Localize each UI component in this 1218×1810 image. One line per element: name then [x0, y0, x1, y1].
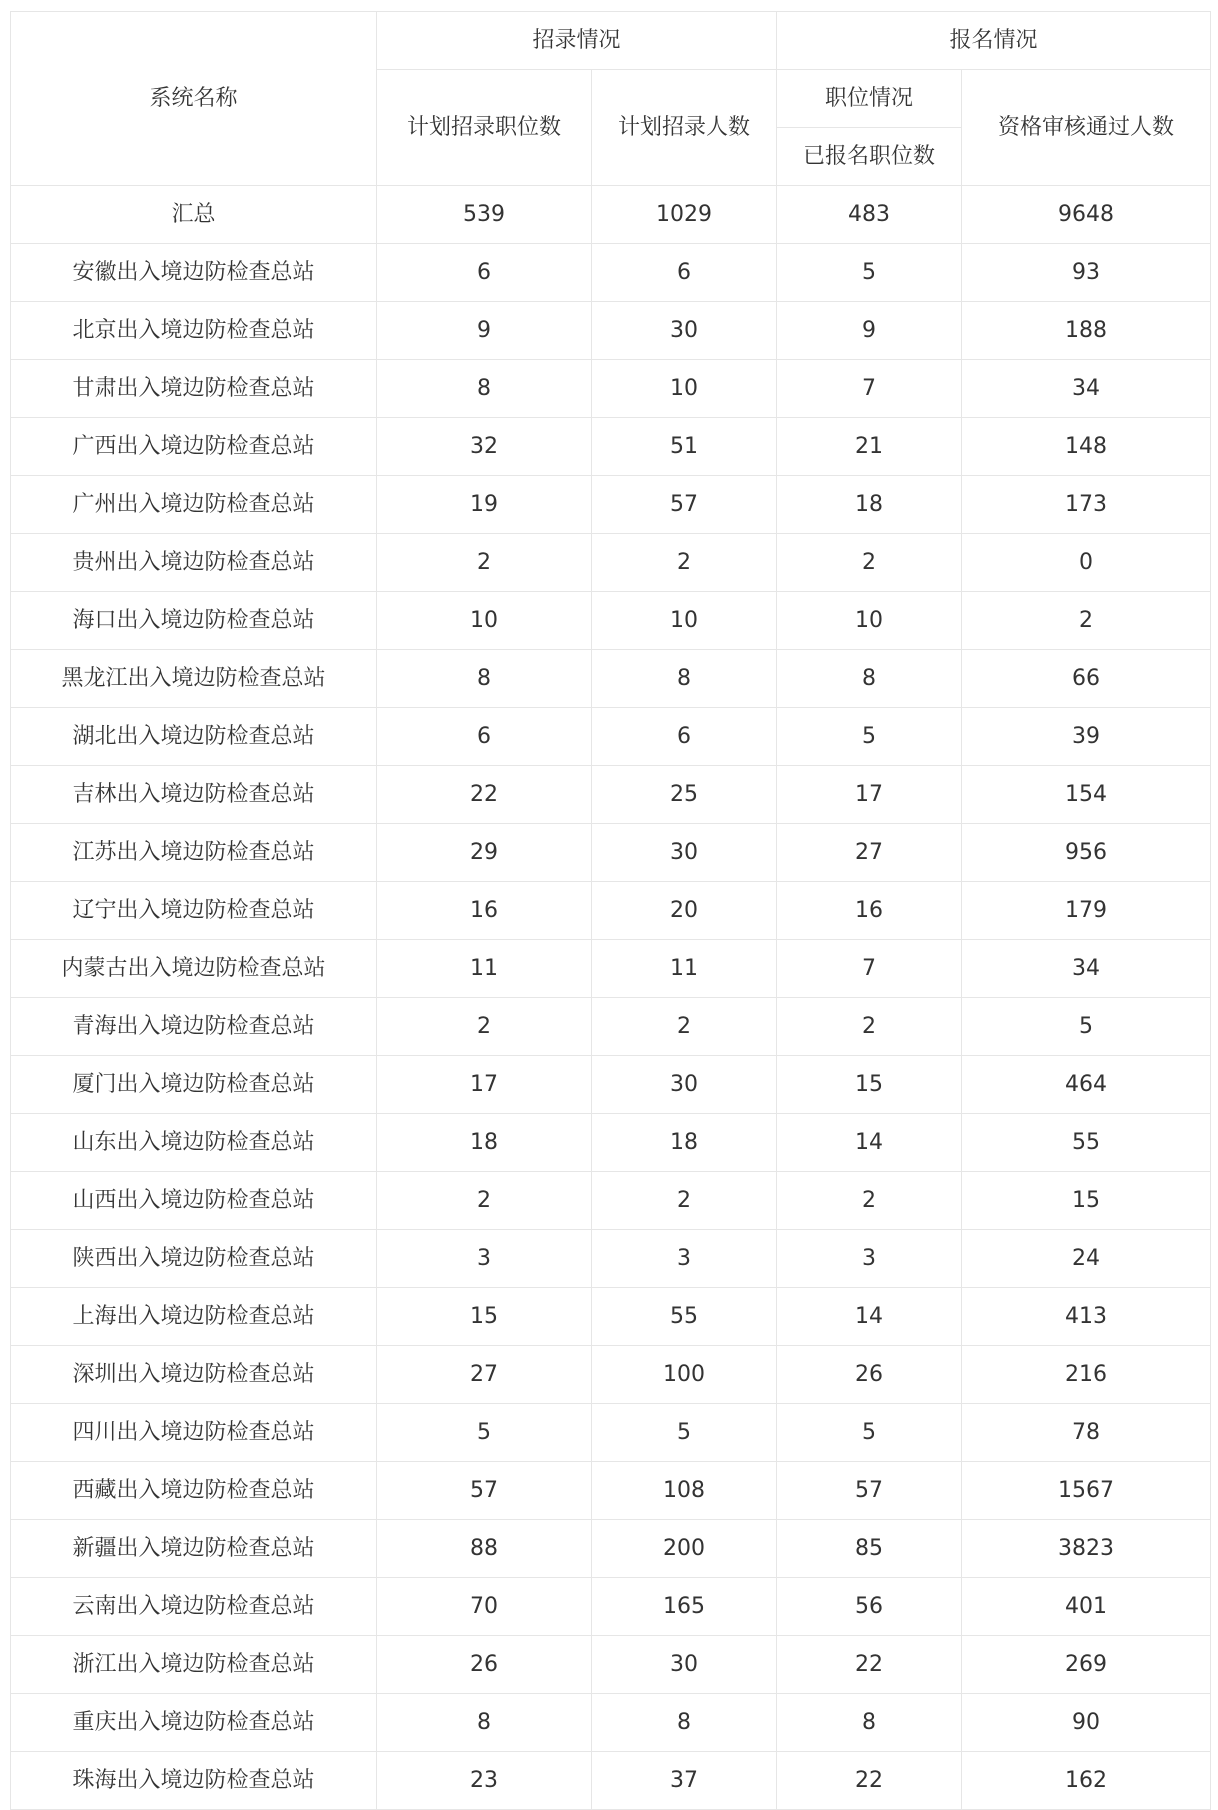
cell-planned-positions: 6 — [377, 708, 592, 766]
cell-qualified-people: 179 — [962, 882, 1211, 940]
cell-qualified-people: 188 — [962, 302, 1211, 360]
cell-qualified-people: 0 — [962, 534, 1211, 592]
cell-registered-positions: 5 — [777, 244, 962, 302]
cell-planned-positions: 88 — [377, 1520, 592, 1578]
cell-planned-people: 6 — [592, 708, 777, 766]
table-row — [11, 1636, 1211, 1694]
cell-qualified-people: 162 — [962, 1752, 1211, 1810]
cell-qualified-people: 1567 — [962, 1462, 1211, 1520]
cell-qualified-people: 15 — [962, 1172, 1211, 1230]
cell-system-name: 西藏出入境边防检查总站 — [11, 1462, 377, 1520]
table-body — [11, 12, 1211, 1810]
cell-planned-positions: 57 — [377, 1462, 592, 1520]
cell-planned-people: 30 — [592, 302, 777, 360]
cell-registered-positions: 22 — [777, 1636, 962, 1694]
cell-planned-people: 10 — [592, 592, 777, 650]
header-registration: 报名情况 — [777, 12, 1211, 70]
cell-registered-positions: 483 — [777, 186, 962, 244]
cell-qualified-people: 78 — [962, 1404, 1211, 1462]
cell-planned-positions: 8 — [377, 1694, 592, 1752]
table-row — [11, 650, 1211, 708]
cell-qualified-people: 55 — [962, 1114, 1211, 1172]
cell-registered-positions: 56 — [777, 1578, 962, 1636]
cell-system-name: 重庆出入境边防检查总站 — [11, 1694, 377, 1752]
cell-qualified-people: 401 — [962, 1578, 1211, 1636]
cell-qualified-people: 269 — [962, 1636, 1211, 1694]
cell-planned-positions: 9 — [377, 302, 592, 360]
cell-system-name: 云南出入境边防检查总站 — [11, 1578, 377, 1636]
table-row — [11, 766, 1211, 824]
table-row — [11, 882, 1211, 940]
cell-registered-positions: 22 — [777, 1752, 962, 1810]
cell-qualified-people: 66 — [962, 650, 1211, 708]
cell-planned-people: 37 — [592, 1752, 777, 1810]
cell-system-name: 广州出入境边防检查总站 — [11, 476, 377, 534]
cell-registered-positions: 8 — [777, 1694, 962, 1752]
cell-planned-positions: 5 — [377, 1404, 592, 1462]
cell-registered-positions: 2 — [777, 534, 962, 592]
cell-planned-people: 8 — [592, 650, 777, 708]
cell-qualified-people: 39 — [962, 708, 1211, 766]
cell-qualified-people: 154 — [962, 766, 1211, 824]
table-row — [11, 1520, 1211, 1578]
cell-qualified-people: 9648 — [962, 186, 1211, 244]
cell-planned-positions: 70 — [377, 1578, 592, 1636]
cell-registered-positions: 14 — [777, 1114, 962, 1172]
cell-planned-positions: 3 — [377, 1230, 592, 1288]
table-row — [11, 1752, 1211, 1810]
cell-registered-positions: 16 — [777, 882, 962, 940]
header-planned-positions: 计划招录职位数 — [377, 70, 592, 186]
cell-planned-people: 3 — [592, 1230, 777, 1288]
cell-planned-positions: 2 — [377, 534, 592, 592]
cell-planned-people: 108 — [592, 1462, 777, 1520]
cell-qualified-people: 90 — [962, 1694, 1211, 1752]
cell-system-name: 珠海出入境边防检查总站 — [11, 1752, 377, 1810]
recruitment-table — [10, 11, 1211, 1810]
cell-planned-people: 8 — [592, 1694, 777, 1752]
cell-planned-people: 2 — [592, 534, 777, 592]
cell-planned-positions: 27 — [377, 1346, 592, 1404]
cell-qualified-people: 3823 — [962, 1520, 1211, 1578]
cell-system-name: 汇总 — [11, 186, 377, 244]
cell-registered-positions: 27 — [777, 824, 962, 882]
table-row — [11, 360, 1211, 418]
cell-system-name: 厦门出入境边防检查总站 — [11, 1056, 377, 1114]
table-row — [11, 1114, 1211, 1172]
cell-registered-positions: 3 — [777, 1230, 962, 1288]
cell-qualified-people: 24 — [962, 1230, 1211, 1288]
header-recruitment: 招录情况 — [377, 12, 777, 70]
cell-system-name: 湖北出入境边防检查总站 — [11, 708, 377, 766]
table-row — [11, 940, 1211, 998]
cell-planned-positions: 29 — [377, 824, 592, 882]
cell-planned-positions: 11 — [377, 940, 592, 998]
cell-system-name: 贵州出入境边防检查总站 — [11, 534, 377, 592]
cell-planned-positions: 26 — [377, 1636, 592, 1694]
table-row — [11, 1578, 1211, 1636]
cell-planned-people: 2 — [592, 1172, 777, 1230]
cell-qualified-people: 2 — [962, 592, 1211, 650]
cell-registered-positions: 2 — [777, 998, 962, 1056]
header-position-status: 职位情况 — [777, 70, 962, 128]
cell-planned-people: 10 — [592, 360, 777, 418]
cell-system-name: 内蒙古出入境边防检查总站 — [11, 940, 377, 998]
cell-system-name: 四川出入境边防检查总站 — [11, 1404, 377, 1462]
cell-qualified-people: 464 — [962, 1056, 1211, 1114]
cell-system-name: 深圳出入境边防检查总站 — [11, 1346, 377, 1404]
cell-registered-positions: 21 — [777, 418, 962, 476]
cell-planned-people: 25 — [592, 766, 777, 824]
header-registered-positions: 已报名职位数 — [777, 128, 962, 186]
cell-planned-positions: 23 — [377, 1752, 592, 1810]
cell-registered-positions: 17 — [777, 766, 962, 824]
table-row — [11, 824, 1211, 882]
cell-qualified-people: 34 — [962, 360, 1211, 418]
cell-planned-positions: 8 — [377, 650, 592, 708]
cell-registered-positions: 5 — [777, 1404, 962, 1462]
table-row — [11, 534, 1211, 592]
cell-system-name: 上海出入境边防检查总站 — [11, 1288, 377, 1346]
cell-planned-people: 5 — [592, 1404, 777, 1462]
cell-qualified-people: 34 — [962, 940, 1211, 998]
header-system-name: 系统名称 — [11, 12, 377, 186]
cell-registered-positions: 2 — [777, 1172, 962, 1230]
table-row — [11, 476, 1211, 534]
cell-qualified-people: 93 — [962, 244, 1211, 302]
cell-planned-people: 55 — [592, 1288, 777, 1346]
cell-planned-positions: 6 — [377, 244, 592, 302]
cell-system-name: 新疆出入境边防检查总站 — [11, 1520, 377, 1578]
cell-registered-positions: 5 — [777, 708, 962, 766]
cell-system-name: 陕西出入境边防检查总站 — [11, 1230, 377, 1288]
table-row — [11, 244, 1211, 302]
cell-planned-positions: 8 — [377, 360, 592, 418]
cell-system-name: 北京出入境边防检查总站 — [11, 302, 377, 360]
cell-system-name: 安徽出入境边防检查总站 — [11, 244, 377, 302]
cell-planned-positions: 2 — [377, 1172, 592, 1230]
cell-registered-positions: 10 — [777, 592, 962, 650]
cell-planned-people: 165 — [592, 1578, 777, 1636]
cell-system-name: 江苏出入境边防检查总站 — [11, 824, 377, 882]
cell-system-name: 山东出入境边防检查总站 — [11, 1114, 377, 1172]
header-planned-people: 计划招录人数 — [592, 70, 777, 186]
table-row — [11, 998, 1211, 1056]
cell-planned-people: 57 — [592, 476, 777, 534]
table-row — [11, 1288, 1211, 1346]
cell-registered-positions: 7 — [777, 360, 962, 418]
cell-registered-positions: 15 — [777, 1056, 962, 1114]
cell-qualified-people: 148 — [962, 418, 1211, 476]
table-row — [11, 418, 1211, 476]
cell-planned-positions: 16 — [377, 882, 592, 940]
cell-planned-people: 2 — [592, 998, 777, 1056]
cell-planned-positions: 539 — [377, 186, 592, 244]
cell-planned-people: 18 — [592, 1114, 777, 1172]
cell-qualified-people: 5 — [962, 998, 1211, 1056]
cell-system-name: 辽宁出入境边防检查总站 — [11, 882, 377, 940]
cell-system-name: 青海出入境边防检查总站 — [11, 998, 377, 1056]
table-row — [11, 1230, 1211, 1288]
cell-planned-positions: 19 — [377, 476, 592, 534]
cell-system-name: 浙江出入境边防检查总站 — [11, 1636, 377, 1694]
cell-planned-people: 11 — [592, 940, 777, 998]
cell-qualified-people: 956 — [962, 824, 1211, 882]
cell-system-name: 甘肃出入境边防检查总站 — [11, 360, 377, 418]
cell-planned-positions: 18 — [377, 1114, 592, 1172]
cell-registered-positions: 14 — [777, 1288, 962, 1346]
table-row — [11, 708, 1211, 766]
cell-planned-people: 100 — [592, 1346, 777, 1404]
cell-planned-people: 6 — [592, 244, 777, 302]
table-row — [11, 592, 1211, 650]
cell-qualified-people: 216 — [962, 1346, 1211, 1404]
cell-planned-people: 30 — [592, 1636, 777, 1694]
cell-system-name: 海口出入境边防检查总站 — [11, 592, 377, 650]
cell-planned-positions: 17 — [377, 1056, 592, 1114]
cell-planned-people: 1029 — [592, 186, 777, 244]
cell-qualified-people: 173 — [962, 476, 1211, 534]
cell-registered-positions: 7 — [777, 940, 962, 998]
cell-planned-positions: 22 — [377, 766, 592, 824]
table-row — [11, 1404, 1211, 1462]
table-row — [11, 302, 1211, 360]
cell-system-name: 广西出入境边防检查总站 — [11, 418, 377, 476]
table-row — [11, 1056, 1211, 1114]
header-qualified-people: 资格审核通过人数 — [962, 70, 1211, 186]
table-row — [11, 1172, 1211, 1230]
cell-planned-positions: 10 — [377, 592, 592, 650]
header-row-1 — [11, 12, 1211, 70]
cell-planned-positions: 2 — [377, 998, 592, 1056]
cell-system-name: 黑龙江出入境边防检查总站 — [11, 650, 377, 708]
cell-system-name: 山西出入境边防检查总站 — [11, 1172, 377, 1230]
cell-planned-positions: 15 — [377, 1288, 592, 1346]
cell-planned-people: 30 — [592, 824, 777, 882]
cell-registered-positions: 57 — [777, 1462, 962, 1520]
table-row — [11, 1462, 1211, 1520]
cell-planned-people: 30 — [592, 1056, 777, 1114]
cell-registered-positions: 9 — [777, 302, 962, 360]
cell-registered-positions: 85 — [777, 1520, 962, 1578]
cell-planned-people: 51 — [592, 418, 777, 476]
table-row — [11, 1694, 1211, 1752]
cell-system-name: 吉林出入境边防检查总站 — [11, 766, 377, 824]
cell-registered-positions: 8 — [777, 650, 962, 708]
cell-registered-positions: 18 — [777, 476, 962, 534]
cell-planned-people: 200 — [592, 1520, 777, 1578]
summary-row — [11, 186, 1211, 244]
cell-registered-positions: 26 — [777, 1346, 962, 1404]
table-row — [11, 1346, 1211, 1404]
cell-planned-people: 20 — [592, 882, 777, 940]
cell-planned-positions: 32 — [377, 418, 592, 476]
cell-qualified-people: 413 — [962, 1288, 1211, 1346]
